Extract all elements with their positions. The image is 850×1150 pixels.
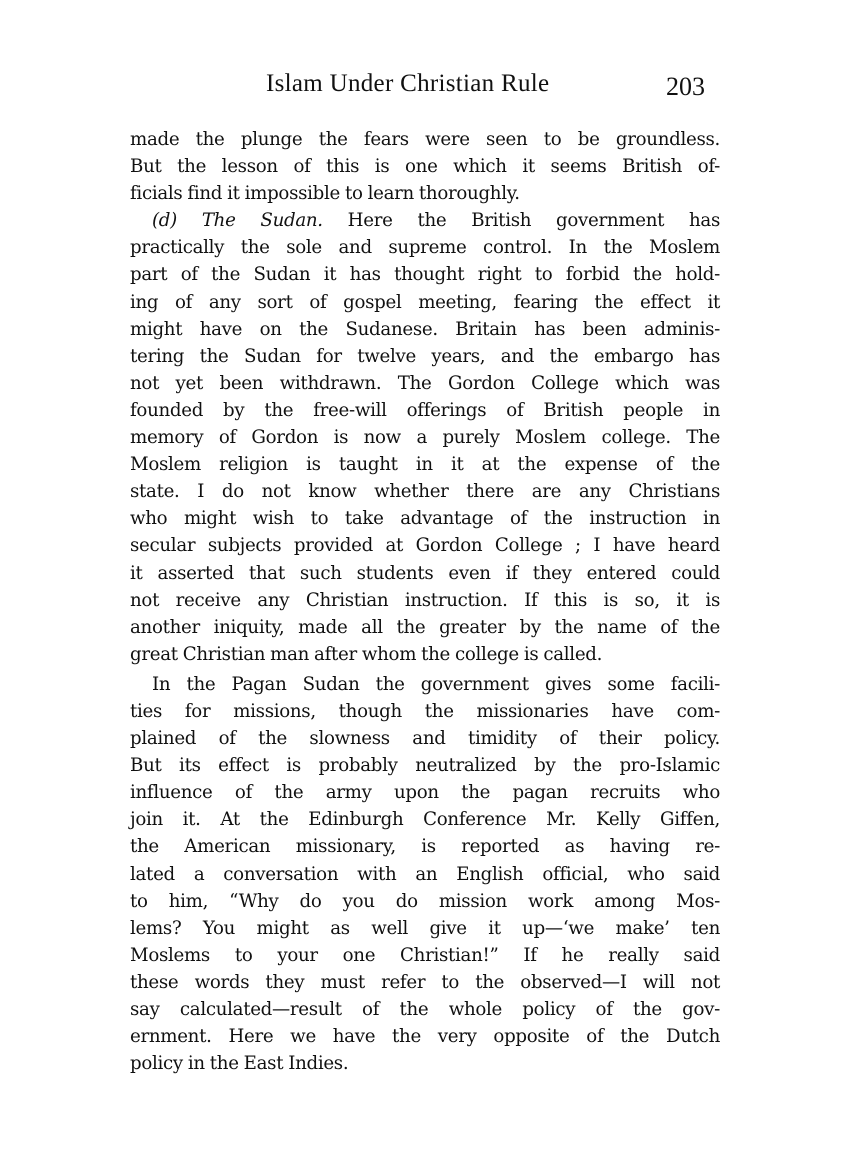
text-line: part of the Sudan it has thought right to forbid the hold- — [130, 264, 720, 286]
text-line: another iniquity, made all the greater by the name of the — [130, 616, 720, 638]
paragraph-continuation — [130, 126, 720, 207]
paragraph-sudan — [130, 207, 720, 668]
text-line: the American missionary, is reported as having re- — [130, 836, 720, 858]
text-line: not receive any Christian instruction. If this is so, it is — [130, 589, 720, 611]
text-line: who might wish to take advantage of the instruction in — [130, 508, 720, 530]
text-line: policy in the East Indies. — [130, 1053, 349, 1075]
text-line: influence of the army upon the pagan recruits who — [130, 782, 720, 804]
text-line: join it. At the Edinburgh Conference Mr. Kelly Giffen, — [130, 809, 720, 831]
running-head — [0, 70, 850, 106]
text-line: these words they must refer to the observed—I will not — [130, 971, 720, 993]
text-line: great Christian man after whom the college is called. — [130, 643, 603, 665]
text-line: But the lesson of this is one which it seems British of- — [130, 156, 720, 178]
text-line: state. I do not know whether there are any Christians — [130, 481, 720, 503]
text-line: might have on the Sudanese. Britain has been adminis- — [130, 318, 720, 340]
body-text — [130, 126, 720, 1077]
text-line: Moslems to your one Christian!” If he really said — [130, 944, 720, 966]
text-line: it asserted that such students even if they entered could — [130, 562, 720, 584]
section-heading-sudan: (d) The Sudan. — [152, 210, 323, 232]
text-line: Moslem religion is taught in it at the expense of the — [130, 454, 720, 476]
text-line: ficials find it impossible to learn thoroughly. — [130, 183, 520, 205]
page-number: 203 — [666, 72, 705, 101]
text-line: to him, “Why do you do mission work among Mos- — [130, 890, 720, 912]
text-line: say calculated—result of the whole policy of the gov- — [130, 999, 720, 1020]
text-line: ing of any sort of gospel meeting, fearing the effect it — [130, 291, 720, 313]
text-line: plained of the slowness and timidity of their policy. — [130, 728, 720, 750]
text-line: In the Pagan Sudan the government gives some facili- — [152, 673, 720, 695]
text-line: made the plunge the fears were seen to be groundless. — [130, 129, 720, 150]
text-line: not yet been withdrawn. The Gordon College which was — [130, 372, 720, 394]
text-segment: Here the British government has — [322, 210, 720, 232]
text-line — [130, 207, 720, 234]
text-line: memory of Gordon is now a purely Moslem college. The — [130, 427, 720, 449]
text-line: practically the sole and supreme control. In the Moslem — [130, 237, 720, 259]
text-line: lems? You might as well give it up—‘we make’ ten — [130, 917, 720, 939]
text-line: tering the Sudan for twelve years, and the embargo has — [130, 345, 720, 367]
text-line: ernment. Here we have the very opposite of the Dutch — [130, 1026, 720, 1048]
text-line: ties for missions, though the missionaries have com- — [130, 700, 720, 722]
paragraph-pagan-sudan — [130, 671, 720, 1077]
text-line: But its effect is probably neutralized by the pro-Islamic — [130, 755, 720, 777]
text-line: founded by the free-will offerings of British people in — [130, 399, 720, 421]
text-line: lated a conversation with an English official, who said — [130, 863, 720, 885]
running-title: Islam Under Christian Rule — [266, 70, 550, 97]
text-line: secular subjects provided at Gordon College ; I have heard — [130, 535, 720, 557]
